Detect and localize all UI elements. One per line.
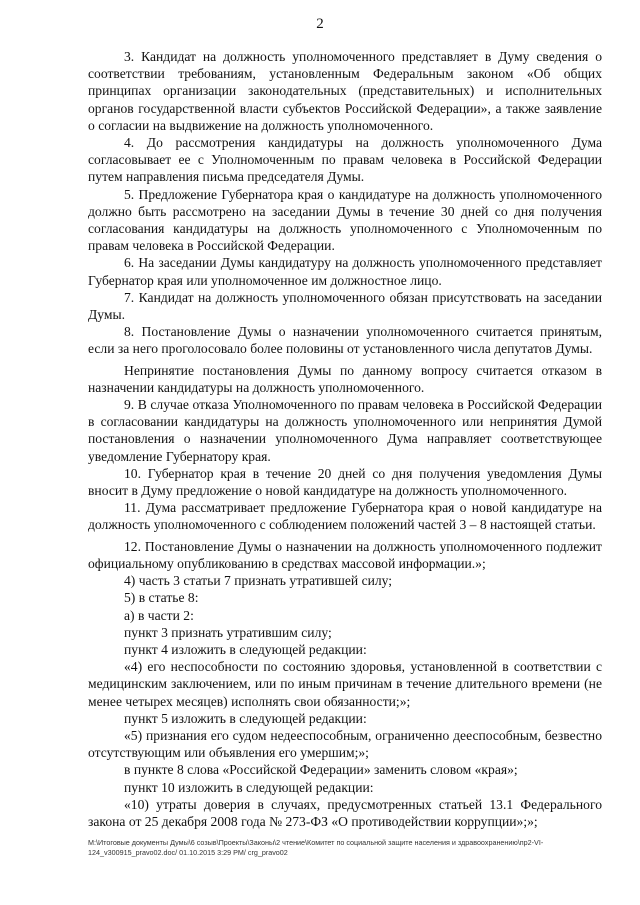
page-number: 2 [316,16,324,32]
paragraph-part-5: 5. Предложение Губернатора края о кандидатуре на должность уполномоченного должно быть рассмотрено на заседании Думы в течение 30 дней со дня получения согласования кандидатуры на должность уполномоченного с Уполномоченным по правам человека в Российской Федерации. [88,186,602,254]
footer-path-line-2: 124_v300915_pravo02.doc/ 01.10.2015 3:29 PM/ crg_pravo02 [88,847,288,857]
paragraph-part-4: 4. До рассмотрения кандидатуры на должность уполномоченного Дума согласовывает ее с Уполномоченным по правам человека в Российской Федерации путем направления письма председателя Думы. [88,135,602,185]
paragraph-part-9: 9. В случае отказа Уполномоченного по правам человека в Российской Федерации в согласовании кандидатуры на должность уполномоченного или непринятия Думой постановления о назначении уполномоченного Дума направляет соответствующее уведомление Губернатору края. [88,397,602,464]
quote-point-5: «5) признания его судом недееспособным, ограниченно дееспособным, безвестно отсутствующим или объявления его умершим;»; [88,727,602,761]
quote-point-4: «4) его неспособности по состоянию здоровья, установленной в соответствии с медицинским заключением, или по иным причинам в течение длительного времени (не менее четырех месяцев) исполнять свои обязанности;»; [88,659,602,709]
list-item-article-7: 4) часть 3 статьи 7 признать утратившей силу; [124,573,393,589]
file-path-footer [88,838,602,857]
paragraph-part-3: 3. Кандидат на должность уполномоченного представляет в Думу сведения о соответствии требованиям, установленным Федеральным законом «Об общих принципах организации законодательных (представительных) и исполнительных органов государственной власти субъектов Российской Федерации», а также заявление о согласии на выдвижение на должность уполномоченного. [88,49,602,133]
paragraph-part-6: 6. На заседании Думы кандидатуру на должность уполномоченного представляет Губернатор края или уполномоченное им должностное лицо. [88,255,602,288]
list-item-point-3: пункт 3 признать утратившим силу; [124,624,332,640]
list-item-part-2: а) в части 2: [124,607,194,623]
paragraph-part-10: 10. Губернатор края в течение 20 дней со дня получения уведомления Думы вносит в Думу предложение о новой кандидатуре на должность уполномоченного. [88,465,602,499]
list-item-point-10: пункт 10 изложить в следующей редакции: [124,779,374,795]
footer-path-line-1: M:\Итоговые документы Думы\6 созыв\Проекты\Законы\2 чтение\Комитет по социальной защите населения и здравоохранению\пр2-VI- [88,838,544,847]
paragraph-part-8: 8. Постановление Думы о назначении уполномоченного считается принятым, если за него проголосовало более половины от установленного числа депутатов Думы. [88,324,602,357]
paragraph-part-12: 12. Постановление Думы о назначении на должность уполномоченного подлежит официальному опубликованию в средствах массовой информации.»; [88,538,602,571]
list-item-article-8: 5) в статье 8: [124,590,199,606]
document-body [88,48,602,830]
quote-point-10: «10) утраты доверия в случаях, предусмотренных статьей 13.1 Федерального закона от 25 декабря 2008 года № 273-ФЗ «О противодействии коррупции»;»; [88,796,602,829]
paragraph-part-11: 11. Дума рассматривает предложение Губернатора края о новой кандидатуре на должность уполномоченного с соблюдением положений частей 3 – 8 настоящей статьи. [88,500,602,533]
list-item-point-4: пункт 4 изложить в следующей редакции: [124,641,367,657]
paragraph-part-7: 7. Кандидат на должность уполномоченного обязан присутствовать на заседании Думы. [88,289,602,323]
paragraph-part-8-refusal: Непринятие постановления Думы по данному вопросу считается отказом в назначении кандидатуры на должность уполномоченного. [88,362,602,395]
list-item-point-5: пункт 5 изложить в следующей редакции: [124,710,367,726]
list-item-point-8: в пункте 8 слова «Российской Федерации» заменить словом «края»; [124,762,518,778]
